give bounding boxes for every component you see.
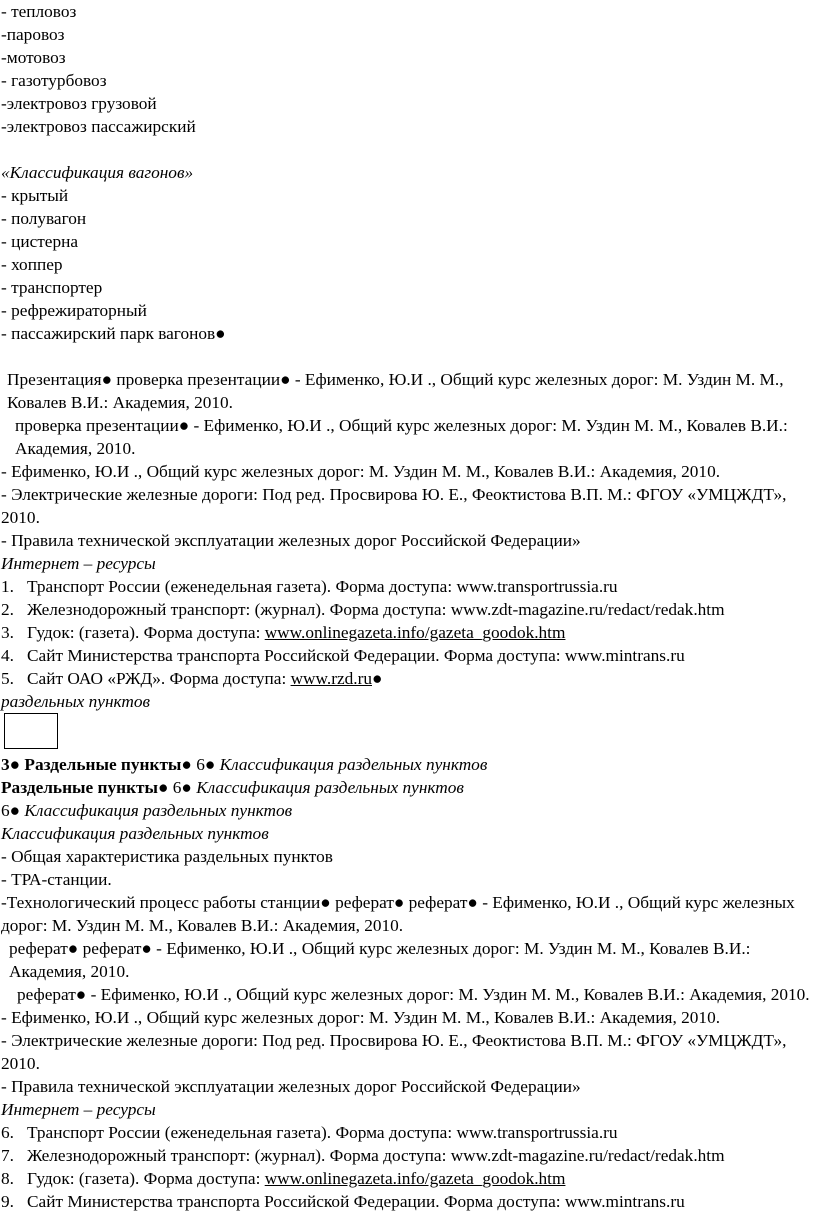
- list-item: -паровоз: [1, 25, 65, 44]
- list-item: - транспортер: [1, 278, 103, 297]
- section-line: Классификация раздельных пунктов: [1, 824, 269, 843]
- wagon-list: [1, 184, 816, 345]
- reference-line: Презентация● проверка презентации● - Ефименко, Ю.И ., Общий курс железных дорог: М. Уздин М. М., Ковалев В.И.: Академия, 2010.: [7, 370, 784, 412]
- reference-line: - Электрические железные дороги: Под ред. Просвирова Ю. Е., Феоктистова В.П. М.: ФГОУ «УМЦЖДТ», 2010.: [1, 485, 787, 527]
- link[interactable]: www.rzd.ru: [290, 669, 372, 688]
- sections-tail: раздельных пунктов: [1, 692, 151, 711]
- reference-line: -Технологический процесс работы станции● реферат● реферат● - Ефименко, Ю.И ., Общий курс железных дорог: М. Уздин М. М., Ковалев В.И.: Академия, 2010.: [1, 893, 795, 935]
- empty-frame: [4, 713, 58, 749]
- references-block-2: [1, 891, 816, 1213]
- link[interactable]: www.onlinegazeta.info/gazeta_goodok.htm: [264, 623, 566, 642]
- reference-line: - Правила технической эксплуатации железных дорог Российской Федерации»: [1, 1077, 581, 1096]
- section-line: 3● Раздельные пункты● 6● Классификация раздельных пунктов: [1, 755, 488, 774]
- list-item: - газотурбовоз: [1, 71, 107, 90]
- list-item: -электровоз грузовой: [1, 94, 157, 113]
- reference-line: - Электрические железные дороги: Под ред. Просвирова Ю. Е., Феоктистова В.П. М.: ФГОУ «УМЦЖДТ», 2010.: [1, 1031, 787, 1073]
- list-item: 2. Железнодорожный транспорт: (журнал). Форма доступа: www.zdt-magazine.ru/redact/redak.htm: [1, 600, 725, 619]
- list-item: - ТРА-станции.: [1, 870, 112, 889]
- list-item: 8. Гудок: (газета). Форма доступа: www.onlinegazeta.info/gazeta_goodok.htm: [1, 1169, 566, 1188]
- list-item: -электровоз пассажирский: [1, 117, 196, 136]
- list-item: - пассажирский парк вагонов●: [1, 324, 226, 343]
- internet-heading: Интернет – ресурсы: [1, 1100, 156, 1119]
- reference-line: - Ефименко, Ю.И ., Общий курс железных дорог: М. Уздин М. М., Ковалев В.И.: Академия, 2010.: [1, 462, 721, 481]
- list-item: 4. Сайт Министерства транспорта Российской Федерации. Форма доступа: www.mintrans.ru: [1, 646, 685, 665]
- internet-heading: Интернет – ресурсы: [1, 554, 156, 573]
- reference-line: реферат● - Ефименко, Ю.И ., Общий курс железных дорог: М. Уздин М. М., Ковалев В.И.: Академия, 2010.: [17, 985, 810, 1004]
- locomotive-list: [1, 0, 816, 138]
- reference-line: - Ефименко, Ю.И ., Общий курс железных дорог: М. Уздин М. М., Ковалев В.И.: Академия, 2010.: [1, 1008, 721, 1027]
- list-item: 3. Гудок: (газета). Форма доступа: www.onlinegazeta.info/gazeta_goodok.htm: [1, 623, 566, 642]
- list-item: 1. Транспорт России (еженедельная газета). Форма доступа: www.transportrussia.ru: [1, 577, 618, 596]
- sections-block: [1, 753, 816, 891]
- list-item: - цистерна: [1, 232, 79, 251]
- list-item: 6. Транспорт России (еженедельная газета). Форма доступа: www.transportrussia.ru: [1, 1123, 618, 1142]
- reference-line: проверка презентации● - Ефименко, Ю.И ., Общий курс железных дорог: М. Уздин М. М., Ковалев В.И.: Академия, 2010.: [15, 416, 788, 458]
- list-item: - хоппер: [1, 255, 63, 274]
- list-item: 7. Железнодорожный транспорт: (журнал). Форма доступа: www.zdt-magazine.ru/redact/redak.htm: [1, 1146, 725, 1165]
- reference-line: реферат● реферат● - Ефименко, Ю.И ., Общий курс железных дорог: М. Уздин М. М., Ковалев В.И.: Академия, 2010.: [9, 939, 751, 981]
- list-item: - тепловоз: [1, 2, 77, 21]
- list-item: - рефрежираторный: [1, 301, 147, 320]
- list-item: 9. Сайт Министерства транспорта Российской Федерации. Форма доступа: www.mintrans.ru: [1, 1192, 685, 1211]
- list-item: -мотовоз: [1, 48, 66, 67]
- references-block-1: [1, 368, 816, 690]
- reference-line: - Правила технической эксплуатации железных дорог Российской Федерации»: [1, 531, 581, 550]
- list-item: - полувагон: [1, 209, 87, 228]
- section-line: Раздельные пункты● 6● Классификация раздельных пунктов: [1, 778, 464, 797]
- list-item: - Общая характеристика раздельных пунктов: [1, 847, 333, 866]
- list-item: - крытый: [1, 186, 69, 205]
- list-item: 5. Сайт ОАО «РЖД». Форма доступа: www.rzd.ru●: [1, 669, 383, 688]
- section-line: 6● Классификация раздельных пунктов: [1, 801, 293, 820]
- wagons-heading: «Классификация вагонов»: [1, 163, 194, 182]
- link[interactable]: www.onlinegazeta.info/gazeta_goodok.htm: [264, 1169, 566, 1188]
